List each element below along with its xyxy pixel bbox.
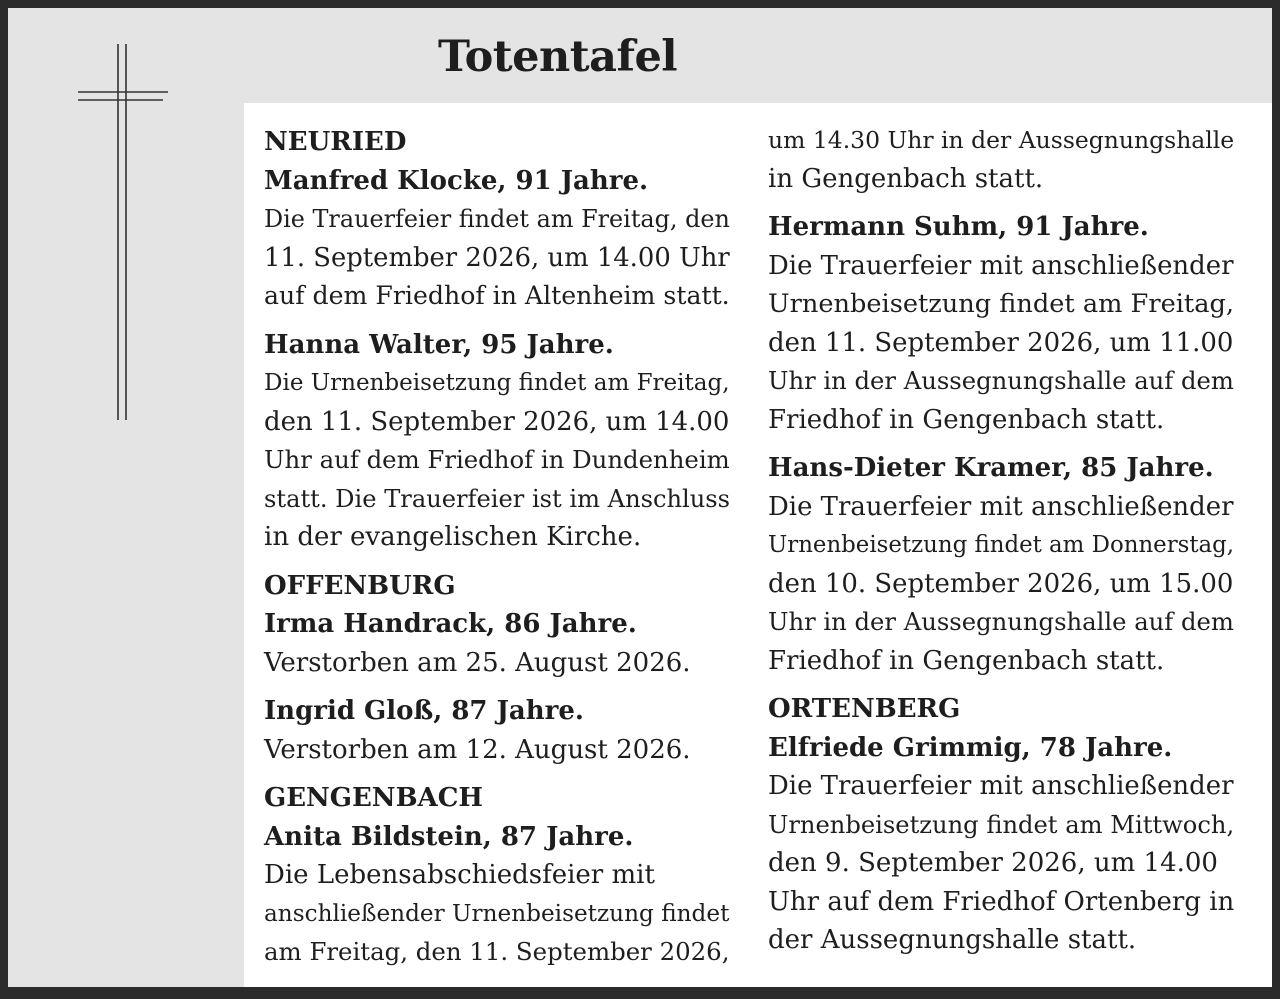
obituary-text-line: 11. September 2026, um 14.00 Uhr xyxy=(264,242,730,273)
city-heading: ORTENBERG xyxy=(768,694,961,724)
obituary-text-line: Friedhof in Gengenbach statt. xyxy=(768,645,1165,676)
obituary-text-line: Urnenbeisetzung findet am Freitag, xyxy=(768,289,1235,319)
obituary-name: Anita Bildstein, 87 Jahre. xyxy=(264,821,634,852)
obituary-name: Manfred Klocke, 91 Jahre. xyxy=(264,165,649,196)
obituary-text xyxy=(264,364,730,557)
obituary-text-line: den 10. September 2026, um 15.00 xyxy=(768,568,1234,599)
obituary-name: Hans-Dieter Kramer, 85 Jahre. xyxy=(768,453,1214,483)
obituary-text xyxy=(264,731,730,770)
city-heading: GENGENBACH xyxy=(264,783,483,813)
obituary-text-line: Friedhof in Gengenbach statt. xyxy=(768,404,1165,435)
page-frame xyxy=(8,8,1272,987)
obituary-text-line: Uhr in der Aussegnungshalle auf dem xyxy=(768,607,1234,636)
obituary-text-line: statt. Die Trauerfeier ist im Anschluss xyxy=(264,484,731,513)
obituary-text-line: Urnenbeisetzung findet am Donnerstag, xyxy=(768,532,1235,558)
obituary-text-line: Die Trauerfeier mit anschließender xyxy=(768,250,1234,281)
obituary-text-line: den 11. September 2026, um 14.00 xyxy=(264,406,730,437)
city-heading: NEURIED xyxy=(264,127,407,157)
left-column xyxy=(264,123,730,982)
obituary-text-line: auf dem Friedhof in Altenheim statt. xyxy=(264,281,730,310)
obituary-text-line: anschließender Urnenbeisetzung findet xyxy=(264,900,730,927)
obituary-name: Irma Handrack, 86 Jahre. xyxy=(264,609,637,639)
obituary-text xyxy=(768,247,1234,440)
obituary-text xyxy=(768,488,1234,681)
obituary-text-line: in Gengenbach statt. xyxy=(768,163,1044,194)
page-title: Totentafel xyxy=(438,32,678,82)
obituary-text-line: den 11. September 2026, um 11.00 xyxy=(768,327,1234,358)
obituary-text-line: Die Lebensabschiedsfeier mit xyxy=(264,860,655,890)
obituary-text-line: Uhr auf dem Friedhof Ortenberg in xyxy=(768,886,1235,917)
obituary-text-line: der Aussegnungshalle statt. xyxy=(768,925,1137,955)
obituary-text xyxy=(264,200,730,316)
obituary-text-line: Die Trauerfeier mit anschließender xyxy=(768,771,1234,801)
obituary-text-line: Uhr in der Aussegnungshalle auf dem xyxy=(768,366,1234,395)
obituary-text-line: Die Trauerfeier mit anschließender xyxy=(768,491,1234,522)
obituary-text-line: in der evangelischen Kirche. xyxy=(264,522,642,552)
obituary-text-line: Die Urnenbeisetzung findet am Freitag, xyxy=(264,370,730,396)
obituary-name: Hanna Walter, 95 Jahre. xyxy=(264,329,614,360)
right-column xyxy=(768,121,1234,970)
obituary-text-line: Uhr auf dem Friedhof in Dundenheim xyxy=(264,445,730,474)
cross-icon xyxy=(8,8,248,448)
obituary-text-line: am Freitag, den 11. September 2026, xyxy=(264,937,730,966)
obituary-text xyxy=(768,121,1234,198)
obituary-text-line: Verstorben am 25. August 2026. xyxy=(264,647,691,678)
obituary-name: Hermann Suhm, 91 Jahre. xyxy=(768,212,1149,242)
obituary-text-line: Die Trauerfeier findet am Freitag, den xyxy=(264,205,730,233)
obituary-text-line: Verstorben am 12. August 2026. xyxy=(264,734,691,765)
obituary-text xyxy=(768,767,1234,960)
obituary-text-line: Urnenbeisetzung findet am Mittwoch, xyxy=(768,810,1235,839)
obituary-text xyxy=(264,644,730,683)
obituary-text-line: um 14.30 Uhr in der Aussegnungshalle xyxy=(768,126,1235,154)
obituary-name: Elfriede Grimmig, 78 Jahre. xyxy=(768,732,1173,763)
obituary-text-line: den 9. September 2026, um 14.00 xyxy=(768,848,1218,878)
obituary-name: Ingrid Gloß, 87 Jahre. xyxy=(264,696,584,726)
obituary-text xyxy=(264,856,730,972)
obituary-list xyxy=(244,103,1272,987)
city-heading: OFFENBURG xyxy=(264,570,456,601)
